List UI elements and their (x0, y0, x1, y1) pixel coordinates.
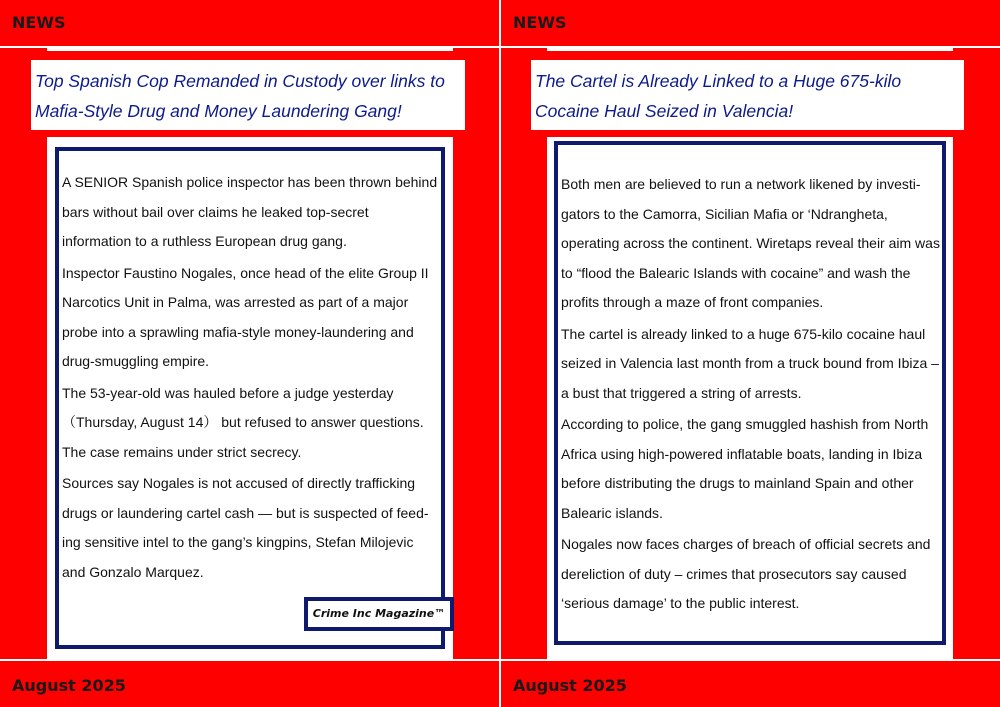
paragraph: Sources say Nogales is not accused of directly trafficking drugs or laundering cartel cash — but is suspected of feed-ing sensitive intel to the gang’s kingpins, Stefan Milojevic and Gonzalo Marquez. (62, 475, 429, 580)
article-body (561, 170, 941, 621)
page-divider (499, 0, 501, 707)
section-label: NEWS (12, 13, 66, 32)
paragraph: The 53-year-old was hauled before a judge yesterday （Thursday, August 14） but refused to answer questions. The case remains under strict secrecy. (62, 384, 424, 460)
paragraph: The cartel is already linked to a huge 675-kilo cocaine haul seized in Valencia last month from a truck bound from Ibiza – a bust that triggered a string of arrests. (561, 325, 939, 401)
paragraph: According to police, the gang smuggled hashish from North Africa using high-powered inflatable boats, landing in Ibiza before distributing the drugs to mainland Spain and other Balearic islands. (561, 416, 929, 521)
issue-date: August 2025 (12, 676, 126, 695)
footer-rule (0, 659, 1000, 661)
paragraph: Nogales now faces charges of breach of official secrets and dereliction of duty – crimes that prosecutors say caused ‘serious damage’ to the public interest. (561, 536, 931, 611)
issue-date: August 2025 (513, 676, 627, 695)
paragraph: Both men are believed to run a network likened by investi-gators to the Camorra, Sicilian Mafia or ‘Ndrangheta, operating across the continent. Wiretaps reveal their aim was to “flood the Balearic Islands with cocaine” and wash the profits through a maze of front companies. (561, 176, 940, 310)
paragraph: A SENIOR Spanish police inspector has been thrown behind bars without bail over claims he leaked top-secret information to a ruthless European drug gang. (62, 174, 438, 249)
magazine-badge: Crime Inc Magazine™ (304, 597, 454, 631)
article-body (62, 168, 438, 589)
article-headline: The Cartel is Already Linked to a Huge 675-kilo Cocaine Haul Seized in Valencia! (535, 71, 902, 121)
paragraph: Inspector Faustino Nogales, once head of the elite Group II Narcotics Unit in Palma, was arrested as part of a major probe into a sprawling mafia-style money-laundering and drug-smuggling empire. (62, 264, 429, 369)
article-headline: Top Spanish Cop Remanded in Custody over links to Mafia-Style Drug and Money Laundering Gang! (35, 71, 445, 121)
headline-box (531, 60, 964, 130)
left-page (0, 0, 499, 707)
section-label: NEWS (513, 13, 567, 32)
right-page (501, 0, 1000, 707)
header-rule (0, 46, 1000, 48)
headline-box (31, 60, 465, 130)
